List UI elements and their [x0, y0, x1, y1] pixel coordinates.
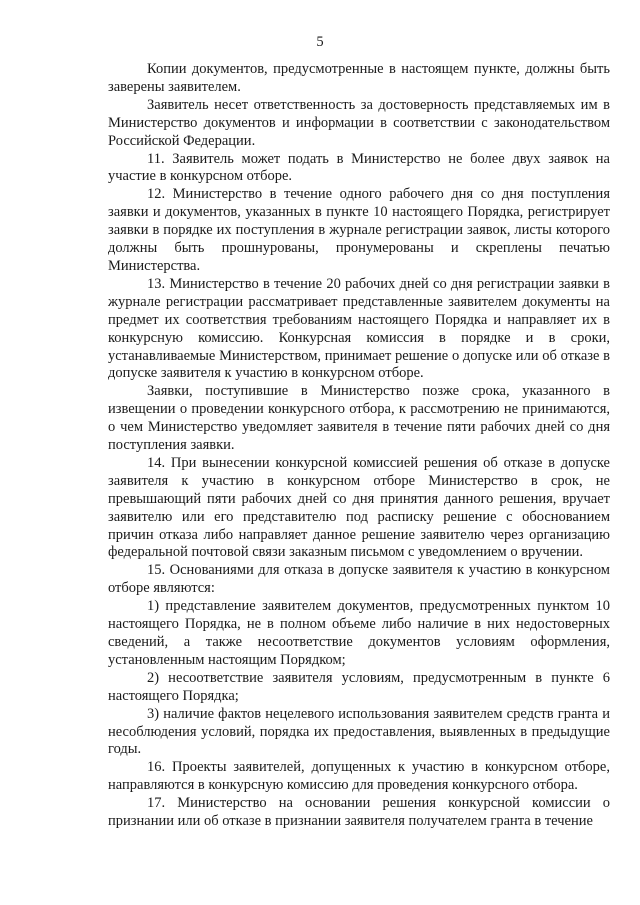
paragraph-item-16: 16. Проекты заявителей, допущенных к участию в конкурсном отборе, направляются в конкурсную комиссию для проведения конкурсного отбора. [108, 759, 610, 794]
paragraph-item-15-1: 1) представление заявителем документов, предусмотренных пунктом 10 настоящего Порядка, не в полном объеме либо наличие в них недостоверных сведений, а также несоответствие документов условиям оформления, установленным настоящим Порядком; [108, 598, 610, 668]
paragraph-item-12: 12. Министерство в течение одного рабочего дня со дня поступления заявки и документов, указанных в пункте 10 настоящего Порядка, регистрирует заявки в порядке их поступления в журнале регистрации заявок, листы которого должны быть прошнурованы, пронумерованы и скреплены печатью Министерства. [108, 186, 610, 274]
paragraph-item-15-2: 2) несоответствие заявителя условиям, предусмотренным в пункте 6 настоящего Порядка; [108, 669, 610, 704]
paragraph-item-11: 11. Заявитель может подать в Министерство не более двух заявок на участие в конкурсном отборе. [108, 150, 610, 185]
document-body [108, 61, 610, 831]
paragraph-item-14: 14. При вынесении конкурсной комиссией решения об отказе в допуске заявителя к участию в конкурсном отборе Министерство в срок, не превышающий пяти рабочих дней со дня принятия данного решения, вручает заявителю или его представителю под расписку решение с обоснованием причин отказа либо направляет данное решение заявителю через организацию федеральной почтовой связи заказным письмом с уведомлением о вручении. [108, 454, 610, 561]
paragraph-copies-certified: Копии документов, предусмотренные в настоящем пункте, должны быть заверены заявителем. [108, 61, 610, 95]
page-number: 5 [316, 34, 324, 50]
paragraph-item-15-3: 3) наличие фактов нецелевого использования заявителем средств гранта и несоблюдения условий, порядка их предоставления, выявленных в предыдущие годы. [108, 705, 610, 758]
paragraph-item-17: 17. Министерство на основании решения конкурсной комиссии о признании или об отказе в признании заявителя получателем гранта в течение [108, 795, 610, 830]
paragraph-item-13: 13. Министерство в течение 20 рабочих дней со дня регистрации заявки в журнале регистрации рассматривает представленные заявителем документы на предмет их соответствия требованиям настоящего Порядка и направляет их в конкурсную комиссию. Конкурсная комиссия в порядке и в сроки, устанавливаемые Министерством, принимает решение о допуске или об отказе в допуске заявителя к участию в конкурсном отборе. [108, 275, 610, 382]
paragraph-applicant-responsibility: Заявитель несет ответственность за достоверность представляемых им в Министерство документов и информации в соответствии с законодательством Российской Федерации. [108, 96, 610, 149]
paragraph-late-applications: Заявки, поступившие в Министерство позже срока, указанного в извещении о проведении конкурсного отбора, к рассмотрению не принимаются, о чем Министерство уведомляет заявителя в течение пяти рабочих дней со дня поступления заявки. [108, 383, 610, 454]
paragraph-item-15: 15. Основаниями для отказа в допуске заявителя к участию в конкурсном отборе являются: [108, 562, 610, 597]
